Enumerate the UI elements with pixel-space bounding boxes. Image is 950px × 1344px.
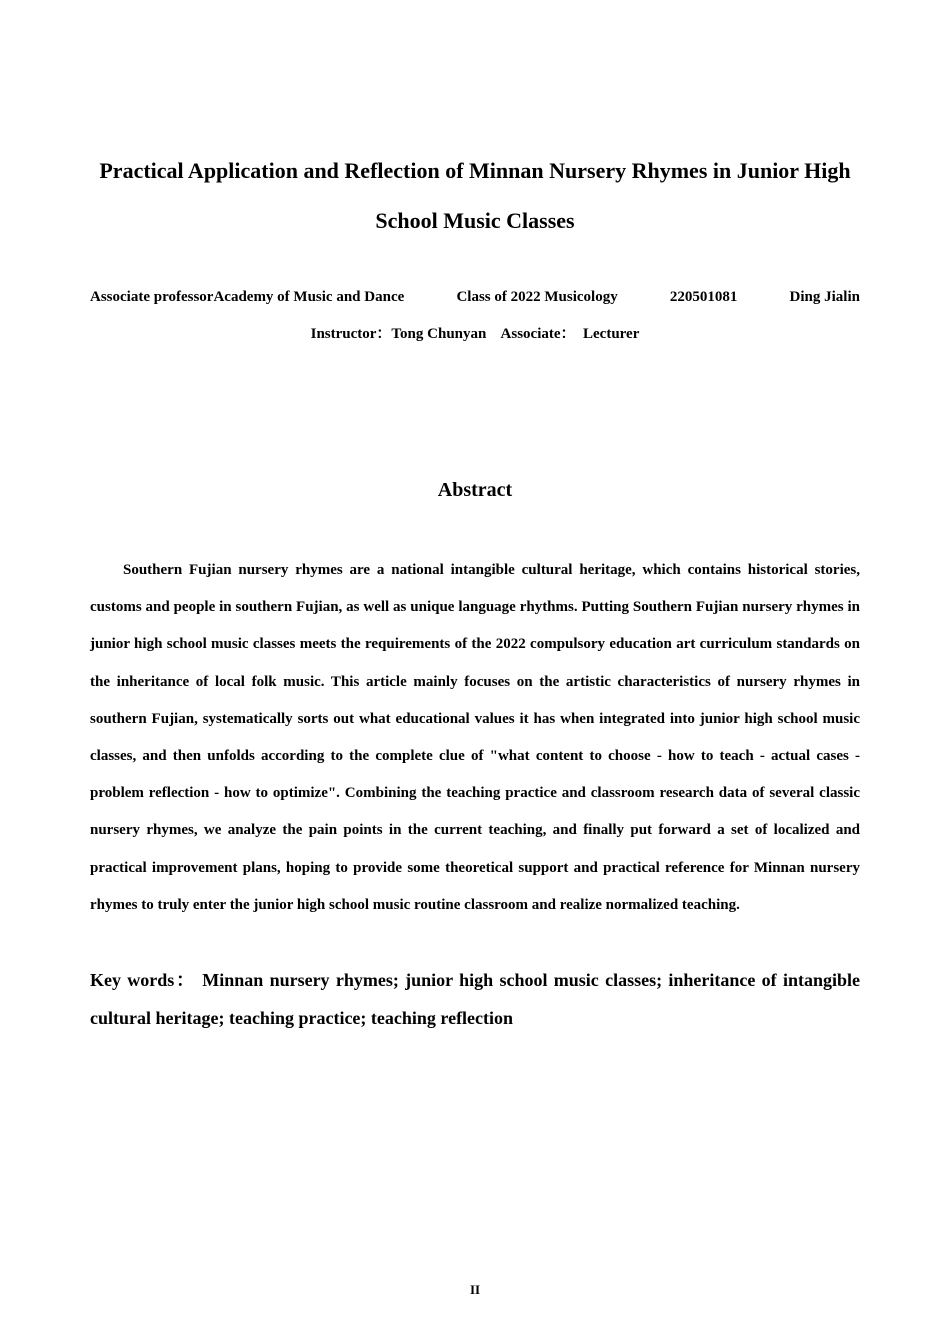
author-info-line bbox=[90, 286, 860, 308]
keywords-text: Minnan nursery rhymes; junior high school music classes; inheritance of intangible cultural heritage; teaching practice; teaching reflection bbox=[90, 970, 860, 1028]
author-class: Class of 2022 Musicology bbox=[456, 289, 618, 305]
keywords-paragraph bbox=[90, 961, 860, 1037]
author-student-id: 220501081 bbox=[669, 289, 738, 305]
keywords-label: Key words： bbox=[90, 970, 196, 990]
instructor-line: Instructor：Tong Chunyan Associate： Lecturer bbox=[310, 326, 640, 342]
abstract-body: Southern Fujian nursery rhymes are a national intangible cultural heritage, which contains historical stories, customs and people in southern Fujian, as well as unique language rhythms. Putting Southern Fujian nursery rhymes in junior high school music classes meets the requirements of the 2022 compulsory education art curriculum standards on the inheritance of local folk music. This article mainly focuses on the artistic characteristics of nursery rhymes in southern Fujian, systematically sorts out what educational values it has when integrated into junior high school music classes, and then unfolds according to the complete clue of "what content to choose - how to teach - actual cases - problem reflection - how to optimize". Combining the teaching practice and classroom research data of several classic nursery rhymes, we analyze the pain points in the current teaching, and finally put forward a set of localized and practical improvement plans, hoping to provide some theoretical support and practical reference for Minnan nursery rhymes to truly enter the junior high school music routine classroom and realize normalized teaching. bbox=[90, 562, 860, 913]
author-name: Ding Jialin bbox=[789, 289, 860, 305]
abstract-heading: Abstract bbox=[437, 479, 513, 501]
paper-title: Practical Application and Reflection of Minnan Nursery Rhymes in Junior High School Music Classes bbox=[99, 158, 851, 233]
page-number: II bbox=[469, 1282, 481, 1297]
author-affiliation: Associate professorAcademy of Music and Dance bbox=[90, 289, 405, 305]
